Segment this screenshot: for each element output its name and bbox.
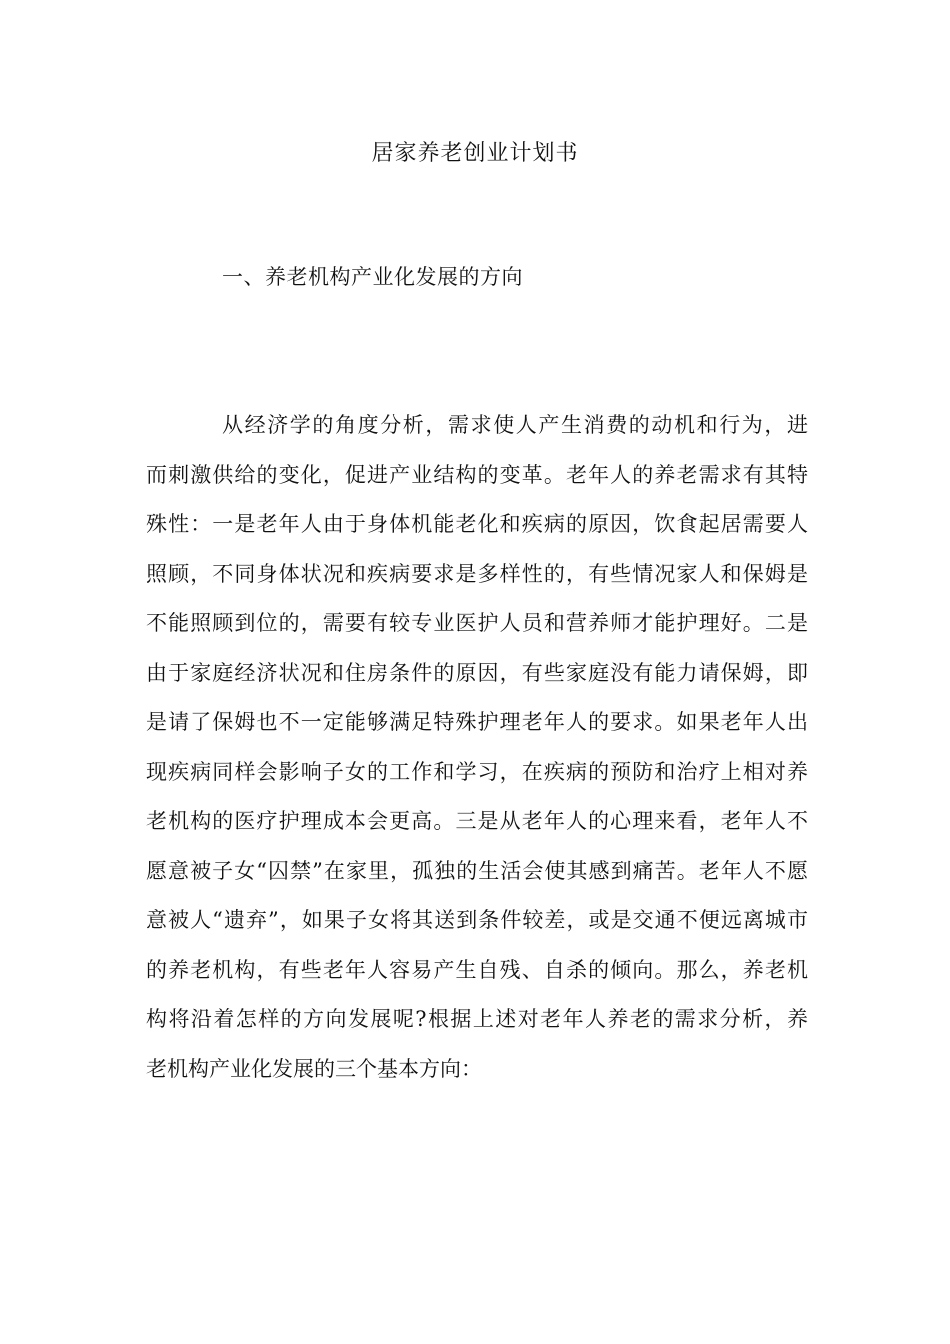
paragraph-line: 是请了保姆也不一定能够满足特殊护理老年人的要求。如果老年人出 — [146, 710, 808, 734]
paragraph-line: 现疾病同样会影响子女的工作和学习，在疾病的预防和治疗上相对养 — [146, 759, 808, 784]
paragraph-line: 从经济学的角度分析，需求使人产生消费的动机和行为，进 — [222, 413, 808, 437]
section-heading: 一、养老机构产业化发展的方向 — [222, 265, 523, 289]
paragraph-line: 的养老机构，有些老年人容易产生自残、自杀的倾向。那么，养老机 — [146, 957, 808, 982]
paragraph-line: 殊性：一是老年人由于身体机能老化和疾病的原因，饮食起居需要人 — [146, 512, 808, 536]
document-title: 居家养老创业计划书 — [371, 141, 579, 166]
paragraph-line: 由于家庭经济状况和住房条件的原因，有些家庭没有能力请保姆，即 — [146, 660, 808, 685]
paragraph-line: 老机构产业化发展的三个基本方向： — [146, 1056, 482, 1081]
paragraph-line: 照顾，不同身体状况和疾病要求是多样性的，有些情况家人和保姆是 — [146, 561, 808, 586]
paragraph-line: 构将沿着怎样的方向发展呢?根据上述对老年人养老的需求分析，养 — [146, 1007, 808, 1031]
paragraph-line: 愿意被子女“囚禁”在家里，孤独的生活会使其感到痛苦。老年人不愿 — [146, 858, 808, 883]
paragraph-line: 不能照顾到位的，需要有较专业医护人员和营养师才能护理好。二是 — [146, 611, 808, 635]
paragraph-line: 老机构的医疗护理成本会更高。三是从老年人的心理来看，老年人不 — [146, 809, 808, 833]
paragraph-line: 意被人“遗弃”，如果子女将其送到条件较差，或是交通不便远离城市 — [146, 908, 808, 932]
paragraph-line: 而刺激供给的变化，促进产业结构的变革。老年人的养老需求有其特 — [146, 462, 808, 487]
body-paragraph — [146, 406, 808, 1099]
